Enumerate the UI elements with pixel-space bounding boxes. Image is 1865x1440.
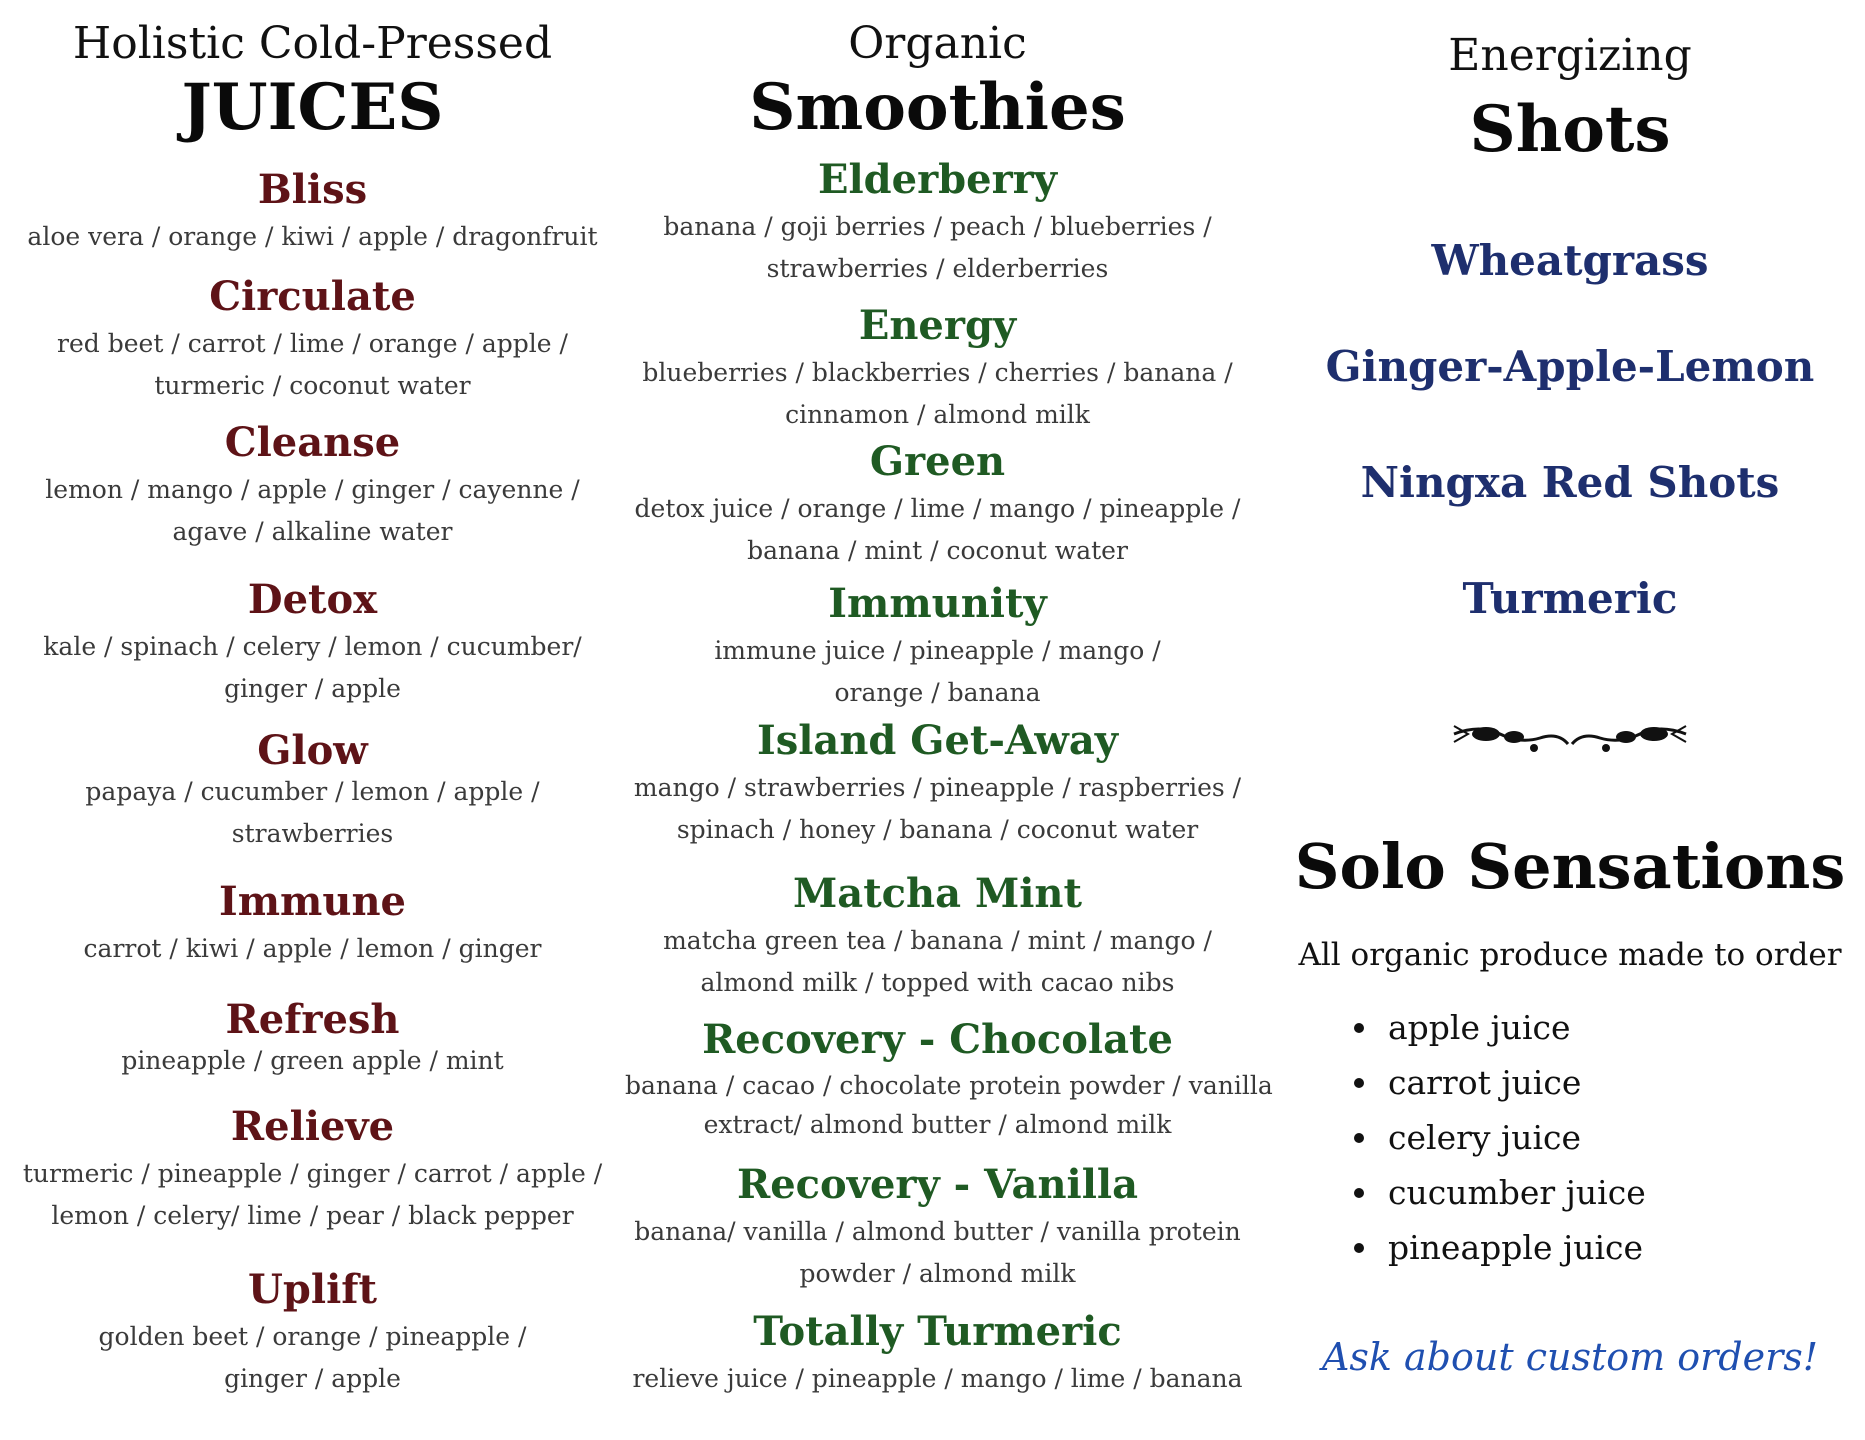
item-desc: golden beet / orange / pineapple / ginger / apple <box>98 1322 527 1393</box>
item-desc: lemon / mango / apple / ginger / cayenne / agave / alkaline water <box>45 475 580 546</box>
shot-item-ginger-apple-lemon: Ginger-Apple-Lemon <box>1325 342 1815 391</box>
item-name: Island Get-Away <box>756 717 1118 764</box>
item-name: Bliss <box>257 166 368 213</box>
item-desc: banana/ vanilla / almond butter / vanilla protein powder / almond milk <box>634 1217 1241 1288</box>
juice-item-circulate <box>0 273 625 407</box>
item-name: Green <box>869 438 1006 485</box>
solo-sensations-title: Solo Sensations <box>1294 830 1846 903</box>
smoothie-item-totally-turmeric <box>625 1308 1250 1400</box>
item-desc: banana / cacao / chocolate protein powder / vanilla extract/ almond butter / almond milk <box>625 1071 1273 1139</box>
shots-heading-small: Energizing <box>1448 30 1692 81</box>
item-name: Recovery - Vanilla <box>736 1161 1139 1208</box>
smoothie-item-recovery-chocolate <box>625 1016 1273 1144</box>
item-desc: matcha green tea / banana / mint / mango / almond milk / topped with cacao nibs <box>663 926 1212 997</box>
item-name: Circulate <box>209 273 416 320</box>
list-item: apple juice <box>1340 1000 1646 1055</box>
item-desc: mango / strawberries / pineapple / raspberries / spinach / honey / banana / coconut water <box>633 773 1242 844</box>
item-name: Refresh <box>225 996 400 1043</box>
smoothie-item-green <box>625 438 1250 572</box>
solo-sensations-subtitle: All organic produce made to order <box>1298 937 1842 973</box>
smoothie-item-island-get-away <box>625 717 1250 851</box>
juice-item-cleanse <box>0 419 625 553</box>
list-item: pineapple juice <box>1340 1220 1646 1275</box>
smoothie-item-matcha-mint <box>625 870 1250 1004</box>
custom-orders-note: Ask about custom orders! <box>1321 1335 1819 1379</box>
solo-juice-list <box>1340 1000 1646 1275</box>
smoothie-item-elderberry <box>625 156 1250 290</box>
item-name: Glow <box>257 727 368 774</box>
juice-item-bliss <box>0 166 625 258</box>
item-name: Matcha Mint <box>793 870 1082 917</box>
list-item: cucumber juice <box>1340 1165 1646 1220</box>
shot-item-wheatgrass: Wheatgrass <box>1431 236 1709 285</box>
item-desc: immune juice / pineapple / mango / orange / banana <box>714 636 1161 707</box>
item-name: Recovery - Chocolate <box>702 1016 1173 1063</box>
juice-item-detox <box>0 576 625 710</box>
juice-item-glow <box>0 727 625 855</box>
item-name: Energy <box>858 302 1017 349</box>
item-desc: banana / goji berries / peach / blueberries / strawberries / elderberries <box>663 212 1212 283</box>
smoothie-item-recovery-vanilla <box>625 1161 1250 1295</box>
shot-item-ningxa-red: Ningxa Red Shots <box>1360 458 1780 507</box>
item-desc: carrot / kiwi / apple / lemon / ginger <box>83 934 542 963</box>
juices-heading-small: Holistic Cold-Pressed <box>72 18 553 69</box>
item-desc: papaya / cucumber / lemon / apple / strawberries <box>85 777 540 848</box>
list-item: carrot juice <box>1340 1055 1646 1110</box>
item-name: Relieve <box>230 1103 395 1150</box>
smoothies-heading-small: Organic <box>848 18 1027 69</box>
item-name: Immune <box>219 878 406 925</box>
shots-heading-big: Shots <box>1469 92 1671 167</box>
item-name: Detox <box>247 576 378 623</box>
item-name: Uplift <box>248 1266 377 1313</box>
decorative-flourish-icon <box>1450 712 1690 762</box>
item-desc: aloe vera / orange / kiwi / apple / dragonfruit <box>27 222 598 251</box>
list-item: celery juice <box>1340 1110 1646 1165</box>
item-desc: relieve juice / pineapple / mango / lime / banana <box>632 1364 1243 1393</box>
item-name: Elderberry <box>818 156 1057 203</box>
juice-item-refresh <box>0 996 625 1082</box>
item-desc: pineapple / green apple / mint <box>121 1046 504 1075</box>
smoothies-heading-big: Smoothies <box>749 70 1126 145</box>
item-desc: kale / spinach / celery / lemon / cucumber/ ginger / apple <box>43 632 582 703</box>
item-name: Totally Turmeric <box>753 1308 1122 1355</box>
juice-item-uplift <box>0 1266 625 1400</box>
smoothie-item-immunity <box>625 580 1250 714</box>
item-desc: blueberries / blackberries / cherries / banana / cinnamon / almond milk <box>642 358 1233 429</box>
item-desc: detox juice / orange / lime / mango / pineapple / banana / mint / coconut water <box>634 494 1241 565</box>
item-desc: turmeric / pineapple / ginger / carrot / apple / lemon / celery/ lime / pear / black pepper <box>22 1159 603 1230</box>
juice-item-immune <box>0 878 625 970</box>
item-desc: red beet / carrot / lime / orange / apple / turmeric / coconut water <box>57 329 568 400</box>
item-name: Immunity <box>828 580 1047 627</box>
juice-item-relieve <box>0 1103 625 1237</box>
smoothie-item-energy <box>625 302 1250 436</box>
juices-heading-big: JUICES <box>181 70 444 145</box>
item-name: Cleanse <box>224 419 401 466</box>
shot-item-turmeric: Turmeric <box>1462 574 1678 623</box>
